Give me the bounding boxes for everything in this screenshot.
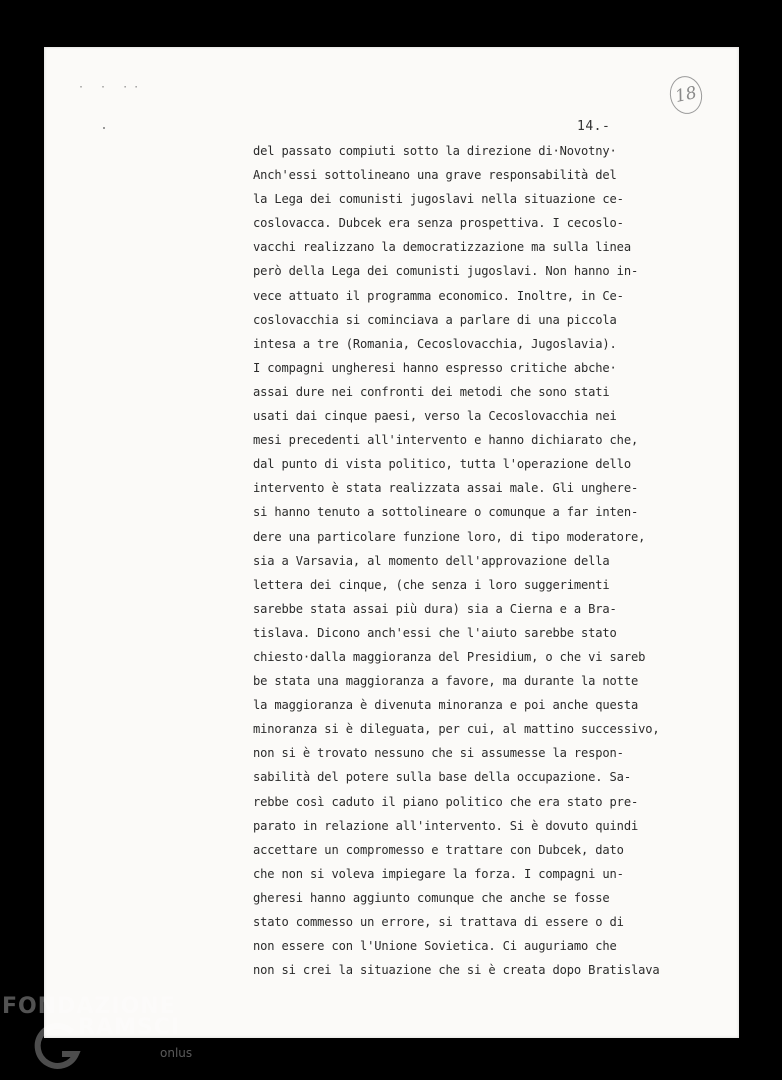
text-line: intesa a tre (Romania, Cecoslovacchia, Jugoslavia).: [253, 336, 617, 351]
text-line: parato in relazione all'intervento. Si è dovuto quindi: [253, 818, 639, 833]
text-line: lettera dei cinque, (che senza i loro suggerimenti: [253, 577, 610, 592]
paper-speck: [103, 127, 105, 129]
paper-specks: · · ··: [78, 82, 145, 93]
text-line: vacchi realizzano la democratizzazione ma sulla linea: [253, 240, 631, 255]
text-line: stato commesso un errore, si trattava di essere o di: [253, 915, 624, 929]
text-line: usati dai cinque paesi, verso la Cecoslovacchia nei: [253, 409, 617, 424]
text-line: che non si voleva impiegare la forza. I compagni un-: [253, 866, 624, 881]
text-line: mesi precedenti all'intervento e hanno dichiarato che,: [253, 433, 639, 448]
text-line: dal punto di vista politico, tutta l'operazione dello: [253, 457, 631, 472]
text-line: non si è trovato nessuno che si assumesse la respon-: [253, 746, 624, 761]
text-line: tislava. Dicono anch'essi che l'aiuto sarebbe stato: [253, 625, 617, 640]
text-line: non essere con l'Unione Sovietica. Ci auguriamo che: [253, 939, 617, 954]
watermark-line2: RAMSCI: [78, 1015, 181, 1040]
text-line: Anch'essi sottolineano una grave responsabilità del: [253, 168, 617, 183]
text-line: sabilità del potere sulla base della occupazione. Sa-: [253, 770, 631, 785]
text-line: dere una particolare funzione loro, di tipo moderatore,: [253, 529, 646, 544]
text-line: chiesto·dalla maggioranza del Presidium, o che vi sareb: [253, 649, 646, 664]
body-text: [253, 139, 723, 982]
text-line: del passato compiuti sotto la direzione di·Novotny·: [253, 144, 617, 158]
text-line: gheresi hanno aggiunto comunque che anche se fosse: [253, 890, 610, 905]
text-line: vece attuato il programma economico. Inoltre, in Ce-: [253, 288, 624, 303]
text-line: coslovacchia si cominciava a parlare di una piccola: [253, 312, 617, 327]
text-line: coslovacca. Dubcek era senza prospettiva. I cecoslo-: [253, 216, 624, 231]
page-number: 14.-: [577, 119, 611, 134]
text-line: minoranza si è dileguata, per cui, al mattino successivo,: [253, 722, 660, 737]
text-line: la Lega dei comunisti jugoslavi nella situazione ce-: [253, 192, 624, 207]
text-line: però della Lega dei comunisti jugoslavi. Non hanno in-: [253, 264, 639, 279]
text-line: rebbe così caduto il piano politico che era stato pre-: [253, 794, 639, 809]
text-line: intervento è stata realizzata assai male. Gli unghere-: [253, 481, 639, 496]
text-line: assai dure nei confronti dei metodi che sono stati: [253, 384, 610, 399]
text-line: sarebbe stata assai più dura) sia a Cierna e a Bra-: [253, 601, 617, 616]
watermark-line1: FONDAZIONE: [2, 994, 176, 1019]
fondazione-gramsci-watermark: [2, 994, 202, 1080]
text-line: la maggioranza è divenuta minoranza e poi anche questa: [253, 698, 639, 713]
text-line: non si crei la situazione che si è creata dopo Bratislava: [253, 963, 660, 978]
archive-stamp-number: 18: [666, 73, 705, 117]
text-line: sia a Varsavia, al momento dell'approvazione della: [253, 553, 610, 568]
watermark-onlus: onlus: [160, 1046, 193, 1060]
text-line: I compagni ungheresi hanno espresso critiche abche·: [253, 360, 617, 375]
text-line: be stata una maggioranza a favore, ma durante la notte: [253, 674, 639, 689]
text-line: accettare un compromesso e trattare con Dubcek, dato: [253, 842, 624, 857]
text-line: si hanno tenuto a sottolineare o comunque a far inten-: [253, 505, 639, 520]
